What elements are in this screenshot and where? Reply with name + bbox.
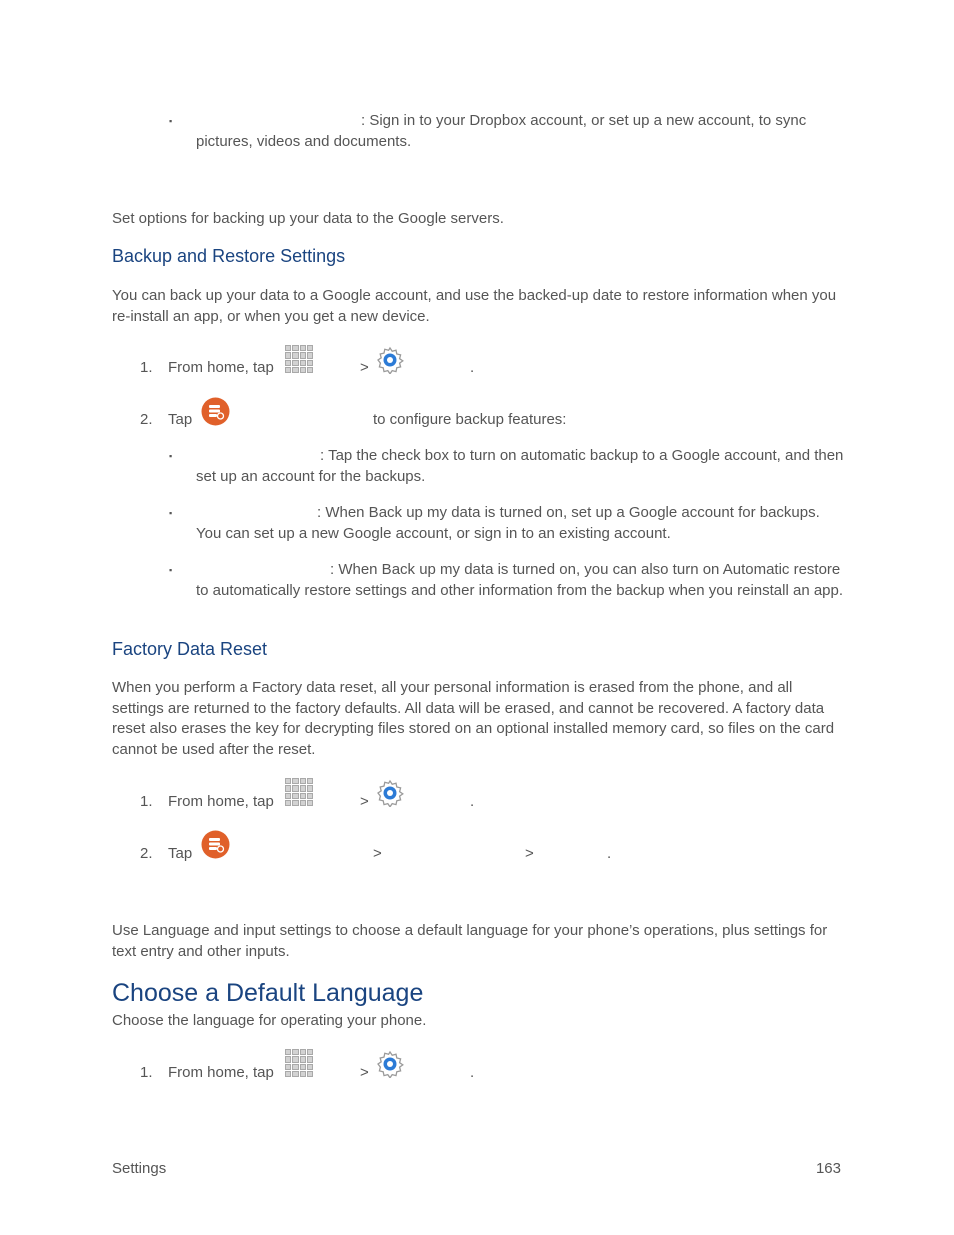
bullet-marker: ▪ [169,116,173,126]
step-text: From home, tap [168,793,274,810]
step-number: 1. [140,1064,153,1081]
step-end: . [470,1064,475,1081]
step-end: . [470,359,475,376]
backup-intro: Set options for backing up your data to the Google servers. [112,210,504,227]
default-language-heading: Choose a Default Language [112,979,424,1007]
settings-gear-icon [376,779,404,807]
step-number: 2. [140,845,153,862]
step-text: to configure backup features: [373,411,567,428]
footer-section-name: Settings [112,1160,167,1177]
step-text: Tap [168,845,193,862]
bullet-marker: ▪ [169,451,173,461]
step-text: From home, tap [168,1064,274,1081]
step-number: 1. [140,793,153,810]
backup-bullet-3: : When Back up my data is turned on, you can also turn on Automatic restore to automatically restore settings and other information from the backup when you reinstall an app. [196,561,844,599]
page-number: 163 [815,1160,841,1177]
backup-restore-body: You can back up your data to a Google account, and use the backed-up date to restore information when you re-install an app, or when you get a new device. [112,287,837,325]
language-intro: Use Language and input settings to choose a default language for your phone’s operations, plus settings for text entry and other inputs. [112,922,828,960]
backup-reset-icon [201,397,230,426]
step-text: From home, tap [168,359,274,376]
factory-reset-body: When you perform a Factory data reset, all your personal information is erased from the phone, and all settings are returned to the factory defaults. All data will be erased, and cannot be recovered. A factory data reset also erases the key for decrypting files stored on an optional installed memory card, so files on the card cannot be used after the reset. [112,679,835,758]
step-separator: > [360,1064,369,1081]
step-number: 1. [140,359,153,376]
default-language-body: Choose the language for operating your phone. [112,1012,427,1029]
settings-gear-icon [376,346,404,374]
bullet-marker: ▪ [169,565,173,575]
step-end: . [607,845,612,862]
backup-restore-heading: Backup and Restore Settings [112,246,346,266]
step-end: . [470,793,475,810]
step-separator: > [360,793,369,810]
step-separator: > [360,359,369,376]
apps-grid-icon [285,1049,313,1077]
backup-bullet-1: : Tap the check box to turn on automatic backup to a Google account, and then set up an account for the backups. [196,447,844,485]
step-text: Tap [168,411,193,428]
settings-gear-icon [376,1050,404,1078]
step-number: 2. [140,411,153,428]
backup-reset-icon [201,830,230,859]
step-separator: > [525,845,534,862]
apps-grid-icon [285,345,313,373]
dropbox-bullet-text: : Sign in to your Dropbox account, or set up a new account, to sync pictures, videos and documents. [196,112,807,150]
factory-reset-heading: Factory Data Reset [112,639,268,659]
step-separator: > [373,845,382,862]
backup-bullet-2: : When Back up my data is turned on, set up a Google account for backups. You can set up a new Google account, or sign in to an existing account. [196,504,820,542]
apps-grid-icon [285,778,313,806]
bullet-marker: ▪ [169,508,173,518]
